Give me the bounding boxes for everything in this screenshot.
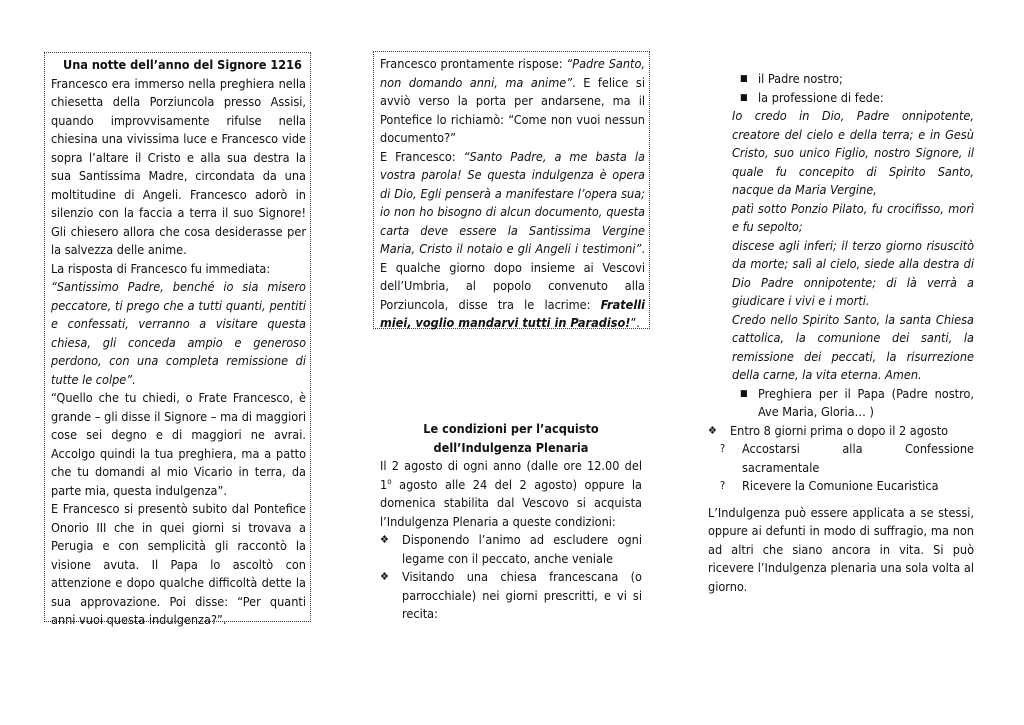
conditions-intro-text: Il 2 agosto di ogni anno (dalle ore 12.00 del 1: [380, 458, 642, 492]
continuation-text: Francesco prontamente rispose:: [380, 56, 567, 71]
list-item: [708, 70, 974, 89]
word-quote: “Santo Padre, a me basta la vostra parola! Se questa indulgenza è opera di Dio, Egli penserà a manifestare l’opera sua; io non ho bisogno di alcun documento, questa carta deve essere la Santissima Vergine Maria, Cristo il notaio e gli Angeli i testimoni”: [380, 148, 645, 256]
continuation-text: E Francesco:: [380, 148, 464, 164]
question-bullet-icon: ?: [720, 479, 726, 492]
condition-text: Accostarsi alla Confessione sacramentale: [742, 441, 974, 475]
prayer-item: Preghiera per il Papa (Padre nostro, Ave Maria, Gloria… ): [758, 385, 974, 419]
continuation-text: ”.: [630, 315, 640, 330]
condition-text: Visitando una chiesa francescana (o parrocchiale) nei giorni prescritti, e vi si recita:: [402, 569, 642, 621]
diamond-bullet-icon: ❖: [380, 570, 389, 583]
francis-prayer-quote: “Santissimo Padre, benché io sia misero peccatore, ti prego che a tutti quanti, pentiti e confessati, verranno a visitare questa chiesa, gli conceda ampio e generoso perdono, con una completa remissione di tutte le colpe”.: [51, 279, 306, 387]
answer-intro: La risposta di Francesco fu immediata:: [51, 260, 271, 276]
conditions-list: [380, 531, 642, 624]
creed-line: Io credo in Dio, Padre onnipotente, creatore del cielo e della terra; e in Gesù Cristo, suo unico Figlio, nostro Signore, il quale fu concepito di Spirito Santo, nacque da Maria Vergine,: [732, 108, 974, 197]
story-paragraph-3: “Quello che tu chiedi, o Frate Francesco, è grande – gli disse il Signore – ma di maggiori cose sei degno e di maggiori ne avrai. Accolgo quindi la tua preghiera, ma a patto che tu domandi al mio Vicario in terra, da parte mia, questa indulgenza”.: [51, 390, 306, 498]
continuation-paragraph-1: [380, 55, 645, 148]
continuation-paragraph-2: [380, 148, 645, 333]
conditions-intro: [380, 457, 642, 531]
condition-text: Ricevere la Comunione Eucaristica: [742, 478, 939, 493]
condition-text: Entro 8 giorni prima o dopo il 2 agosto: [730, 422, 949, 438]
story-heading: Una notte dell’anno del Signore 1216: [63, 57, 302, 72]
list-item: [708, 89, 974, 108]
story-box: [44, 52, 311, 627]
square-bullet-icon: ■: [740, 92, 748, 103]
indulgence-note: L’Indulgenza può essere applicata a se stessi, oppure ai defunti in modo di suffragio, ma non ad altri che siano ancora in vita. Si può ricevere l’Indulgenza plenaria una sola volta al giorno.: [708, 504, 974, 594]
question-bullet-icon: ?: [720, 442, 726, 455]
list-item: [708, 422, 974, 441]
more-conditions-list: [708, 385, 974, 496]
story-continuation-box: [373, 51, 650, 329]
story-paragraph-4: E Francesco si presentò subito dal Pontefice Onorio III che in quei giorni si trovava a Perugia e con semplicità gli raccontò la visione avuta. Il Papa lo ascoltò con attenzione e dopo qualche difficoltà dette la sua approvazione. Poi disse: “Per quanti anni vuoi questa indulgenza?”.: [51, 501, 306, 627]
souls-quote: “Padre Santo, non domando anni, ma anime”: [380, 56, 645, 90]
creed-line: discese agli inferi; il terzo giorno risuscitò da morte; salì al cielo, siede alla destra di Dio Padre onnipotente; di là verrà a giudicare i vivi e i morti.: [732, 237, 974, 308]
list-item: [380, 531, 642, 568]
list-item: [708, 440, 974, 477]
square-bullet-icon: ■: [740, 74, 748, 84]
diamond-bullet-icon: ❖: [380, 533, 389, 546]
prayer-item: il Padre nostro;: [758, 71, 843, 86]
continuation-text: . E felice si avviò verso la porta per andarsene, ma il Pontefice lo richiamò: “Come non vuoi nessun documento?”: [380, 74, 645, 145]
creed-line: Credo nello Spirito Santo, la santa Chiesa cattolica, la comunione dei santi, la remissione dei peccati, la risurrezione della carne, la vita eterna. Amen.: [732, 311, 974, 382]
story-paragraph-2: [51, 260, 306, 390]
square-bullet-icon: ■: [740, 388, 748, 399]
condition-text: Disponendo l’animo ad escludere ogni legame con il peccato, anche veniale: [402, 532, 642, 566]
creed-text: [732, 107, 974, 385]
diamond-bullet-icon: ❖: [708, 423, 717, 437]
list-item: [708, 477, 974, 496]
story-paragraph-1: Francesco era immerso nella preghiera nella chiesetta della Porziuncola presso Assisi, quando improvvisamente rifulse nella chiesina una vivissima luce e Francesco vide sopra l’altare il Cristo e alla sua destra la sua Santissima Madre, circondata da una moltitudine di Angeli. Francesco adorò in silenzio con la faccia a terra il suo Signore! Gli chiesero allora che cosa desiderasse per la salvezza delle anime.: [51, 75, 306, 257]
list-item: [380, 568, 642, 624]
ordinal-superscript: o: [387, 476, 392, 486]
conditions-section: [380, 420, 642, 624]
conditions-intro-text: agosto alle 24 del 2 agosto) oppure la domenica stabilita dal Vescovo si acquista l’Indulgenza Plenaria a queste condizioni:: [380, 476, 642, 529]
list-item: [708, 385, 974, 422]
prayer-item: la professione di fede:: [758, 89, 884, 105]
conditions-title-line-1: Le condizioni per l’acquisto: [423, 421, 599, 436]
conditions-title: [380, 420, 642, 457]
continuation-text: . E qualche giorno dopo insieme ai Vescovi dell’Umbria, al popolo convenuto alla Porziuncola, disse tra le lacrime:: [380, 241, 645, 312]
paradise-quote: Fratelli miei, voglio mandarvi tutti in Paradiso!: [380, 296, 645, 330]
prayers-list: [708, 70, 974, 107]
creed-line: patì sotto Ponzio Pilato, fu crocifisso, morì e fu sepolto;: [732, 200, 974, 234]
conditions-title-line-2: dell’Indulgenza Plenaria: [433, 439, 589, 455]
prayers-section: [708, 70, 974, 596]
